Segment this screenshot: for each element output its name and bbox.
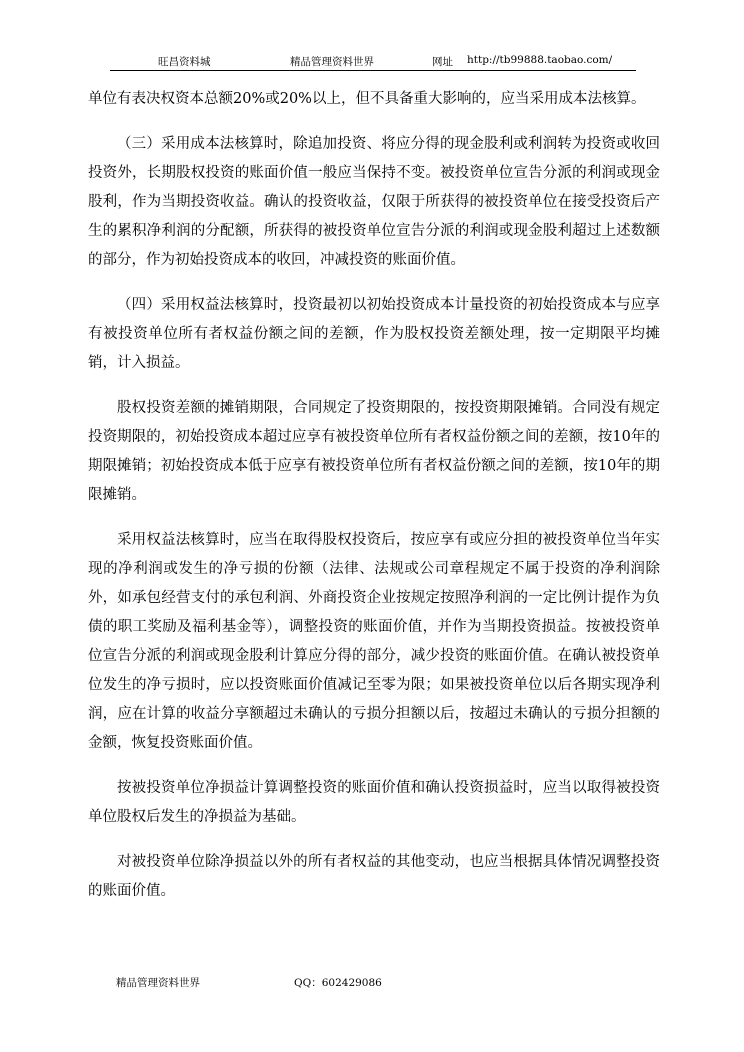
footer-qq: QQ：602429086 [294,977,382,989]
page-header [110,52,636,71]
header-shop-name: 旺昌资料城 [158,56,211,68]
footer-site-name: 精品管理资料世界 [116,977,200,989]
header-url-link[interactable]: http://tb99888.taobao.com/ [467,54,613,66]
header-site-name: 精品管理资料世界 [290,56,374,68]
paragraph-3: （四）采用权益法核算时，投资最初以初始投资成本计量投资的初始投资成本与应享有被投资单位所有者权益份额之间的差额，作为股权投资差额处理，按一定期限平均摊销，计入损益。 [88,297,660,371]
document-body [88,85,660,922]
paragraph-5: 采用权益法核算时，应当在取得股权投资后，按应享有或应分担的被投资单位当年实现的净利润或发生的净亏损的份额（法律、法规或公司章程规定不属于投资的净利润除外，如承包经营支付的承包利润、外商投资企业按规定按照净利润的一定比例计提作为负债的职工奖励及福利基金等），调整投资的账面价值，并作为当期投资损益。按被投资单位宣告分派的利润或现金股利计算应分得的部分，减少投资的账面价值。在确认被投资单位发生的净亏损时，应以投资账面价值减记至零为限；如果被投资单位以后各期实现净利润，应在计算的收益分享额超过未确认的亏损分担额以后，按超过未确认的亏损分担额的金额，恢复投资账面价值。 [88,532,660,751]
paragraph-7: 对被投资单位除净损益以外的所有者权益的其他变动，也应当根据具体情况调整投资的账面价值。 [88,854,660,899]
paragraph-4: 股权投资差额的摊销期限，合同规定了投资期限的，按投资期限摊销。合同没有规定投资期限的，初始投资成本超过应享有被投资单位所有者权益份额之间的差额，按10年的期限摊销；初始投资成本低于应享有被投资单位所有者权益份额之间的差额，按10年的期限摊销。 [88,400,660,503]
paragraph-6: 按被投资单位净损益计算调整投资的账面价值和确认投资损益时，应当以取得被投资单位股权后发生的净损益为基础。 [88,780,660,825]
header-url-label: 网址 [432,56,453,68]
paragraph-1: 单位有表决权资本总额20%或20%以上，但不具备重大影响的，应当采用成本法核算。 [88,91,646,107]
paragraph-2: （三）采用成本法核算时，除追加投资、将应分得的现金股利或利润转为投资或收回投资外，长期股权投资的账面价值一般应当保持不变。被投资单位宣告分派的利润或现金股利，作为当期投资收益。确认的投资收益，仅限于所获得的被投资单位在接受投资后产生的累积净利润的分配额，所获得的被投资单位宣告分派的利润或现金股利超过上述数额的部分，作为初始投资成本的收回，冲减投资的账面价值。 [88,136,660,268]
